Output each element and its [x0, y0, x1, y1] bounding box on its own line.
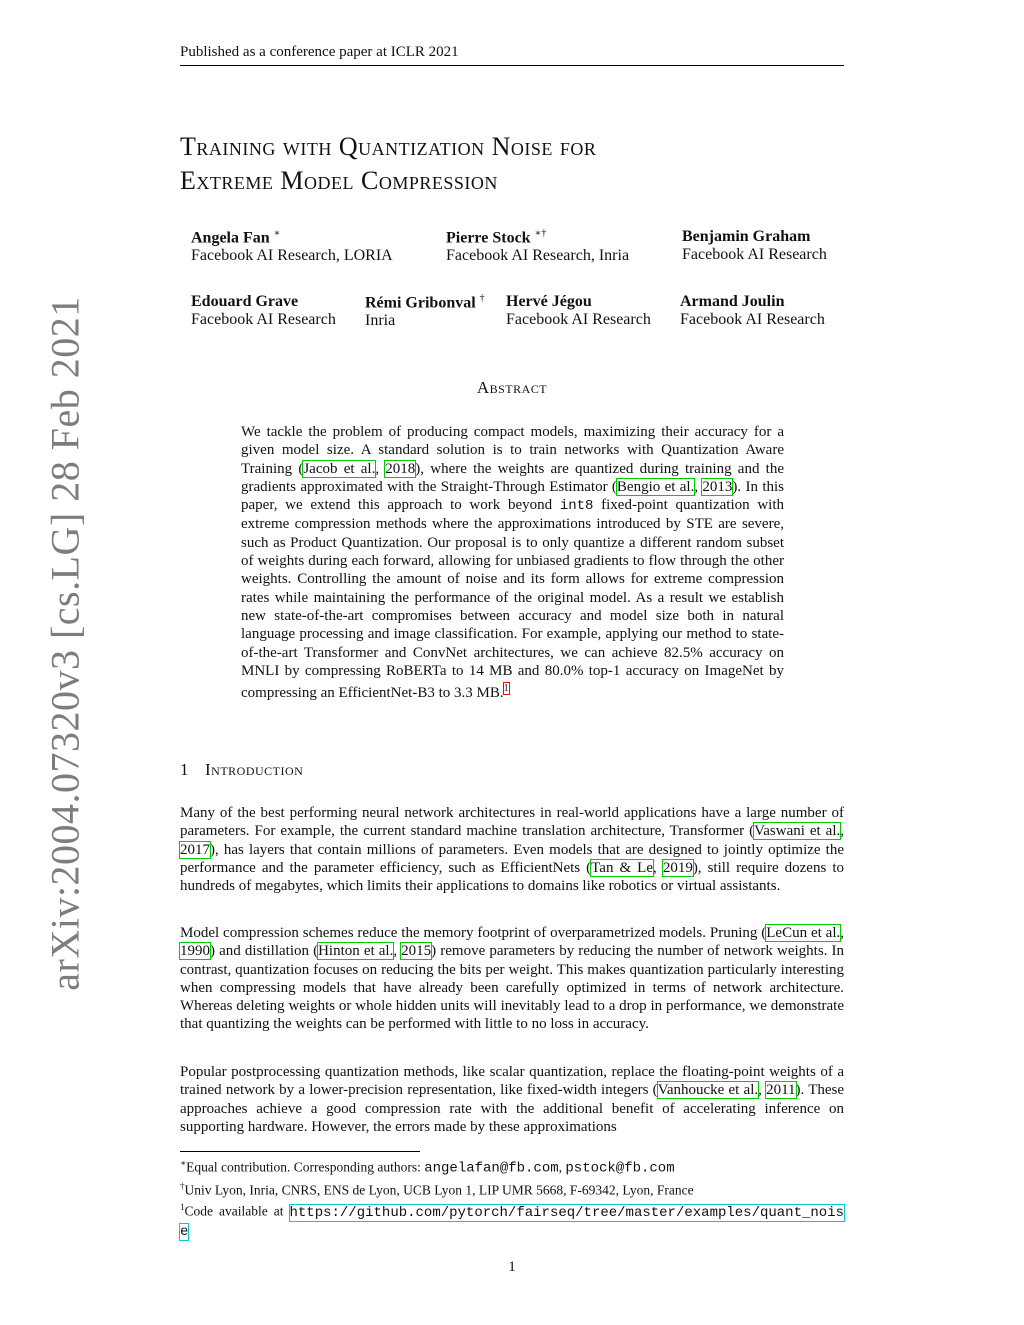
intro-paragraph-2: Model compression schemes reduce the memory footprint of overparametrized models. Pruning (LeCun et al., 1990) and distillation (Hinton et al., 2015) remove parameters by reducing the number of network weights. In contrast, quantization focuses on reducing the bits per weight. This makes quantization particularly interesting when compressing models that have already been carefully optimized in terms of network architecture. Whereas deleting weights or whole hidden units will inevitably lead to a drop in performance, we demonstrate that quantizing the weights can be performed with little to no loss in accuracy. [180, 925, 844, 1033]
citation-bengio-2013[interactable]: Bengio et al. [616, 478, 695, 495]
citation-hinton-2015-year[interactable]: 2015 [401, 943, 432, 960]
paper-title [180, 130, 880, 198]
author-name: Armand Joulin [680, 293, 785, 310]
title-line-1: Training with Quantization Noise for [180, 132, 597, 161]
author-herve-jegou [506, 293, 651, 329]
title-line-2: Extreme Model Compression [180, 166, 498, 195]
email-angelafan[interactable]: angelafan@fb.com [424, 1160, 559, 1177]
section-title: Introduction [205, 760, 304, 779]
author-name: Pierre Stock [446, 229, 531, 247]
page-number: 1 [508, 1259, 516, 1275]
footnote-code: $^1$Code available at https://github.com/pytorch/fairseq/tree/master/examples/quant_noise [180, 1202, 844, 1240]
author-angela-fan [191, 228, 393, 265]
citation-vanhoucke-2011[interactable]: Vanhoucke et al. [657, 1082, 759, 1099]
author-affiliation: Inria [365, 312, 396, 330]
intro-paragraph-3: Popular postprocessing quantization methods, like scalar quantization, replace the floating-point weights of a trained network by a lower-precision representation, like fixed-width integers (Vanhoucke et al., 2011). These approaches achieve a good compression rate with the additional benefit of accelerating inference on supporting hardware. However, the errors made by these approximations [180, 1064, 845, 1135]
abstract-body: We tackle the problem of producing compact models, maximizing their accuracy for a given model size. A standard solution is to train networks with Quantization Aware Training (Jacob et al., 2018), where the weights are quantized during training and the gradients approximated with the Straight-Through Estimator (Bengio et al., 2013). In this paper, we extend this approach to work beyond int8 fixed-point quantization with extreme compression methods where the approximations introduced by STE are severe, such as Product Quantization. Our proposal is to only quantize a different random subset of weights during each forward, allowing for unbiased gradients to flow through the other weights. Controlling the amount of noise and its form allows for extreme compression rates while maintaining the performance of the original model. As a result we establish new state-of-the-art compromises between accuracy and model size both in natural language processing and image classification. For example, applying our method to state-of-the-art Transformer and ConvNet architectures, we can achieve 82.5% accuracy on MNLI by compressing RoBERTa to 14 MB and 80.0% top-1 accuracy on ImageNet by compressing an EfficientNet-B3 to 3.3 MB.$^1$ [241, 424, 785, 702]
footnote-rule [180, 1151, 420, 1152]
email-pstock[interactable]: pstock@fb.com [565, 1160, 675, 1177]
citation-tan-le-2019-year[interactable]: 2019 [662, 859, 693, 876]
author-edouard-grave [191, 293, 336, 329]
author-name: Rémi Gribonval [365, 294, 476, 312]
author-name: Hervé Jégou [506, 293, 592, 310]
author-affiliation: Facebook AI Research [682, 246, 827, 263]
code-int8: int8 [559, 498, 594, 515]
footnotes [180, 1155, 844, 1242]
citation-tan-le-2019[interactable]: Tan & Le [591, 859, 654, 876]
citation-vaswani-2017[interactable]: Vaswani et al. [754, 823, 841, 840]
footnote-equal-contribution: ∗Equal contribution. Corresponding authors: angelafan@fb.com, pstock@fb.com [180, 1158, 675, 1177]
code-url-link[interactable]: https://github.com/pytorch/fairseq/tree/master/examples/quant_noise [180, 1204, 844, 1240]
citation-hinton-2015[interactable]: Hinton et al. [318, 943, 394, 960]
footnote-affiliation: †Univ Lyon, Inria, CNRS, ENS de Lyon, UCB Lyon 1, LIP UMR 5668, F-69342, Lyon, France [180, 1181, 694, 1198]
abstract-heading: Abstract [476, 378, 548, 397]
running-header: Published as a conference paper at ICLR 2021 [180, 44, 844, 66]
author-remi-gribonval [365, 293, 485, 330]
author-name: Angela Fan [191, 229, 270, 247]
citation-jacob-2018[interactable]: Jacob et al. [303, 460, 376, 477]
author-affiliation: Facebook AI Research [680, 311, 825, 328]
author-armand-joulin [680, 293, 825, 329]
author-mark: ∗ [273, 228, 281, 239]
citation-lecun-1990-year[interactable]: 1990 [180, 943, 210, 960]
section-number: 1 [180, 760, 189, 779]
citation-vanhoucke-2011-year[interactable]: 2011 [766, 1082, 796, 1099]
author-pierre-stock [446, 228, 629, 265]
citation-vaswani-2017-year[interactable]: 2017 [180, 841, 210, 858]
section-heading-introduction [180, 760, 303, 780]
intro-paragraph-1: Many of the best performing neural network architectures in real-world applications have a large number of parameters. For example, the current standard machine translation architecture, Transformer (Vaswani et al., 2017), has layers that contain millions of parameters. Even models that are designed to jointly optimize the performance and the parameter efficiency, such as EfficientNets (Tan & Le, 2019), still require dozens to hundreds of megabytes, which limits their applications to domains like robotics or virtual assistants. [180, 805, 845, 895]
author-affiliation: Facebook AI Research, LORIA [191, 247, 393, 265]
citation-bengio-2013-year[interactable]: 2013 [702, 478, 733, 495]
author-benjamin-graham [682, 228, 827, 264]
citation-lecun-1990[interactable]: LeCun et al. [766, 925, 841, 941]
author-affiliation: Facebook AI Research, Inria [446, 247, 630, 265]
author-name: Edouard Grave [191, 293, 299, 310]
arxiv-stamp: arXiv:2004.07320v3 [cs.LG] 28 Feb 2021 [42, 296, 88, 991]
author-name: Benjamin Graham [682, 228, 811, 245]
author-mark: ∗† [534, 228, 547, 239]
citation-jacob-2018-year[interactable]: 2018 [385, 460, 416, 477]
footnote-ref-1[interactable]: 1 [503, 683, 509, 695]
author-affiliation: Facebook AI Research [191, 311, 336, 328]
author-mark: † [479, 293, 485, 304]
author-affiliation: Facebook AI Research [506, 311, 651, 328]
